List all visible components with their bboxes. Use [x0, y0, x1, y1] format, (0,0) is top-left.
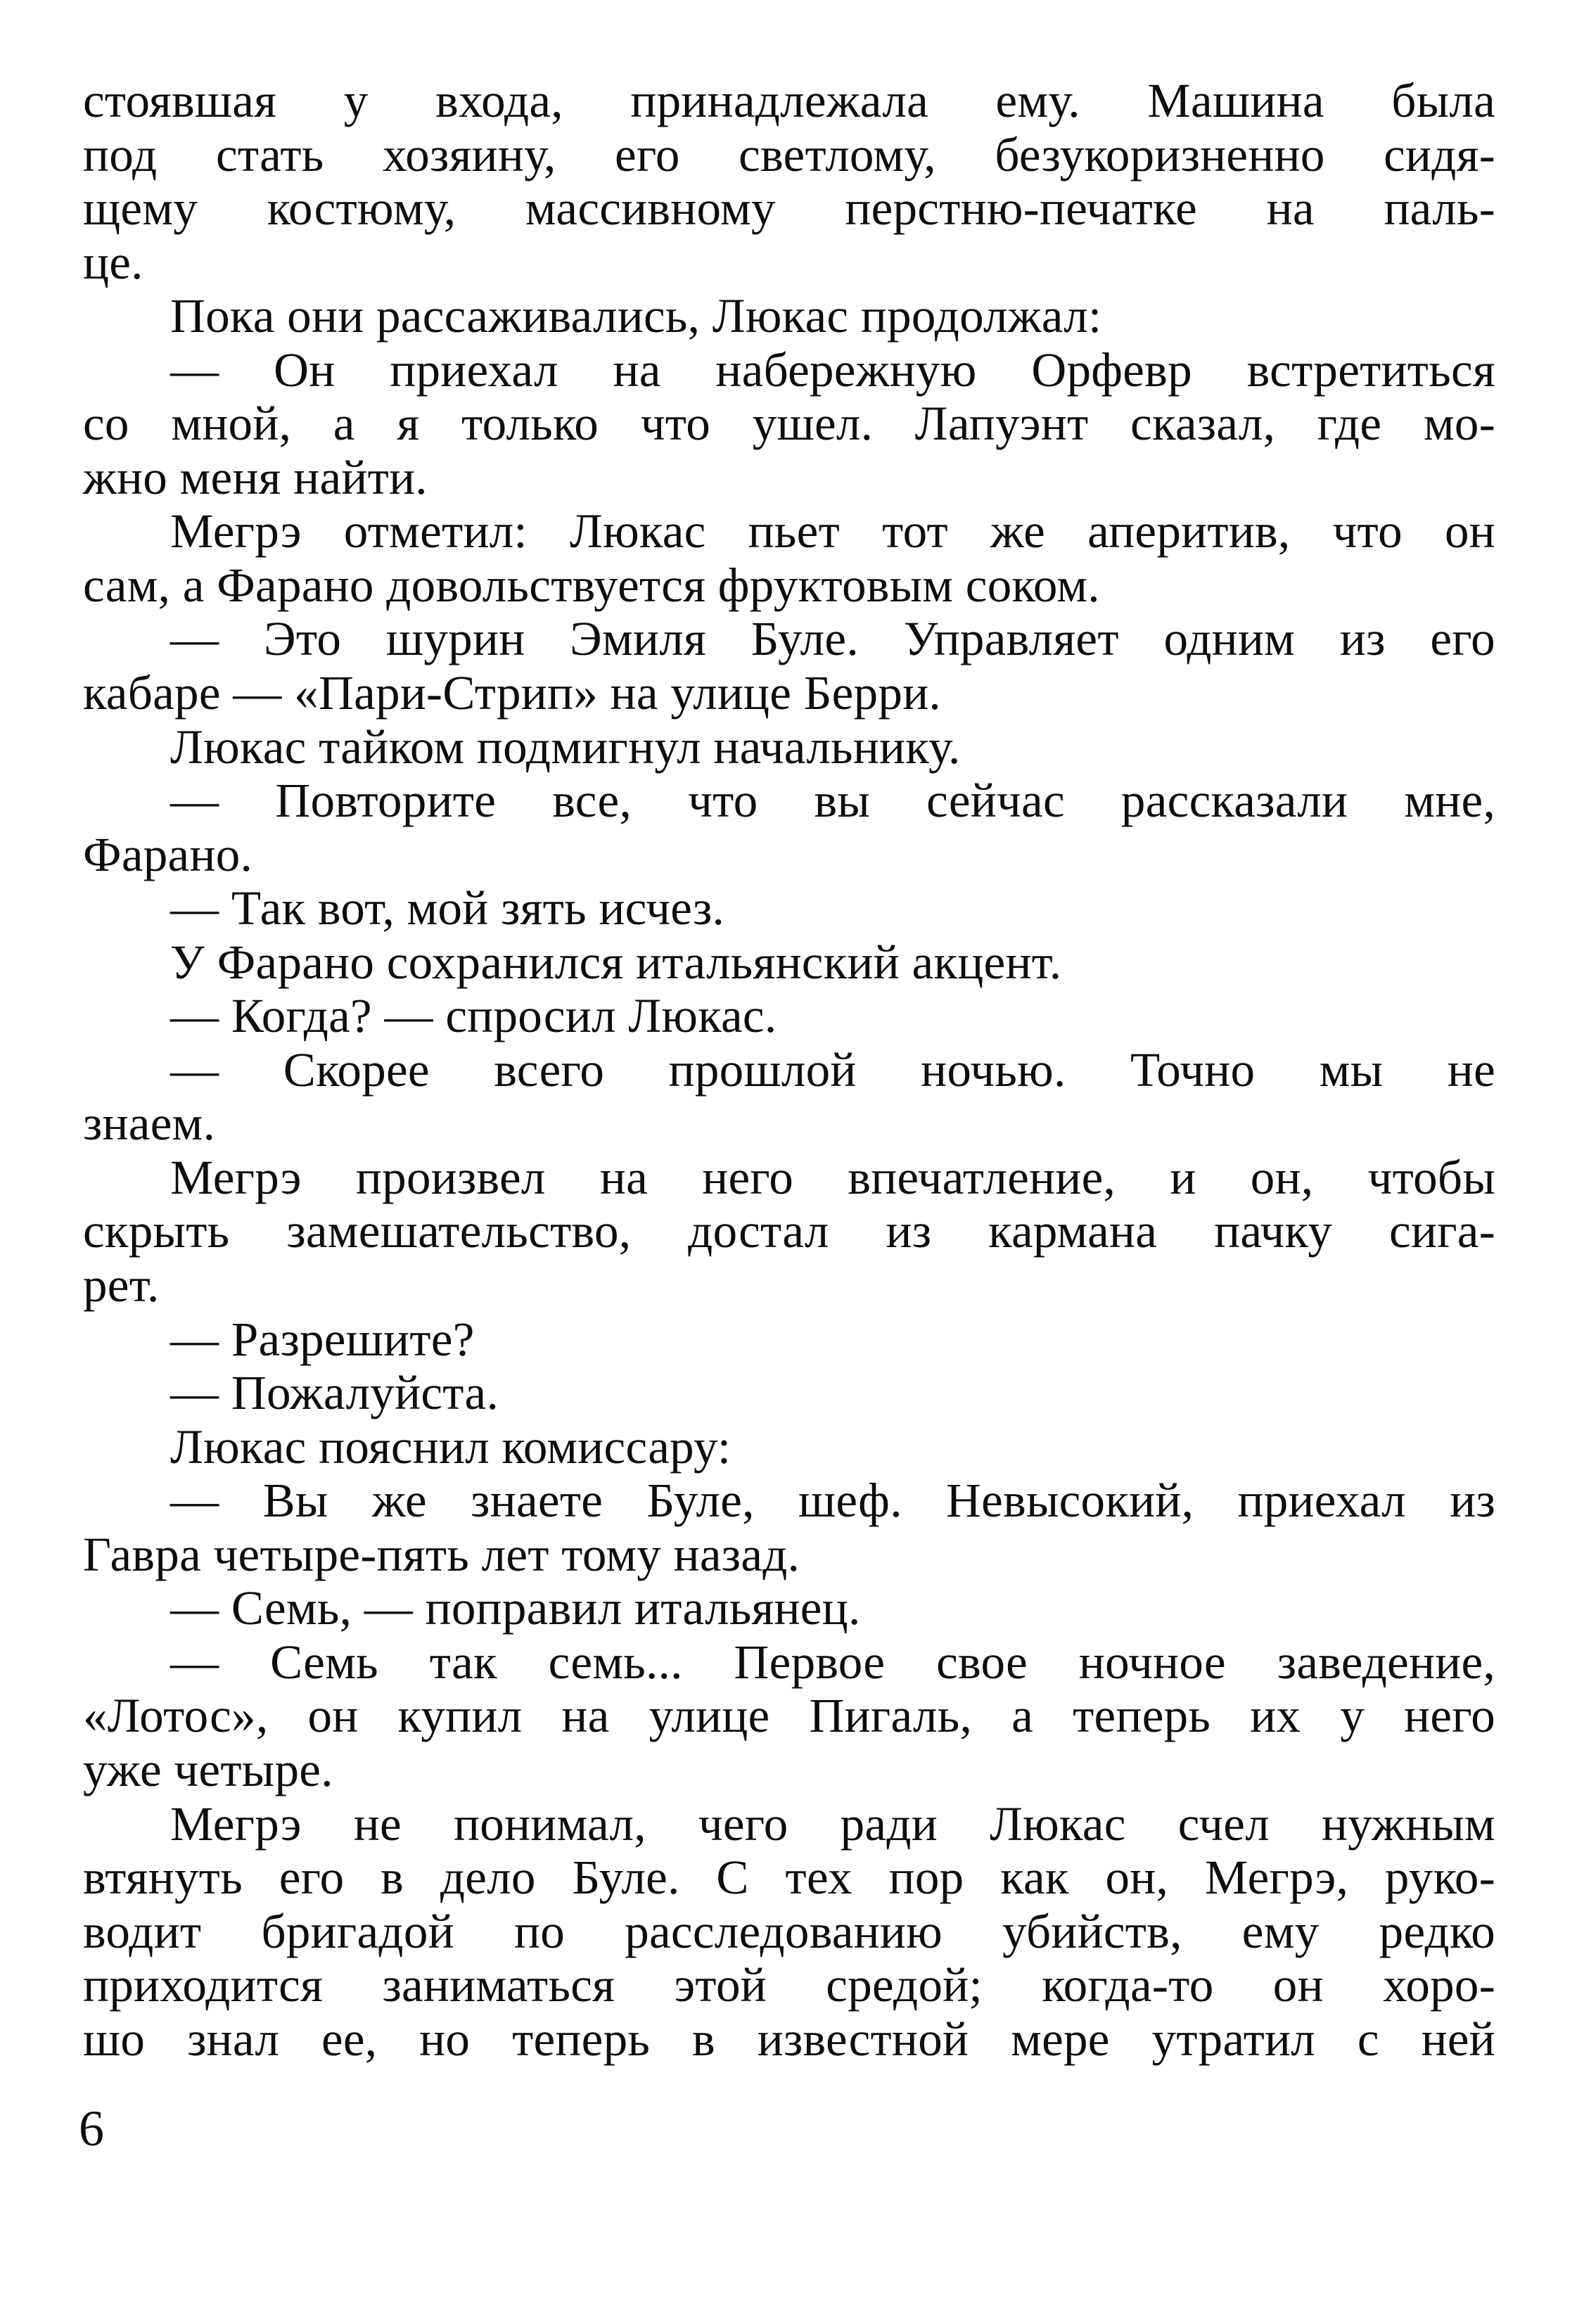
text-line: сам, а Фарано довольствуется фруктовым соком. — [83, 558, 1100, 612]
text-line: Мегрэ отметил: Люкас пьет тот же аперитив, что он — [170, 504, 1495, 558]
text-line: кабаре — «Пари-Стрип» на улице Берри. — [83, 666, 941, 720]
text-line: скрыть замешательство, достал из кармана пачку сига- — [83, 1204, 1495, 1258]
text-line: це. — [83, 235, 143, 289]
text-line: Пока они рассаживались, Люкас продолжал: — [170, 289, 1102, 343]
text-line: «Лотос», он купил на улице Пигаль, а теперь их у него — [83, 1689, 1495, 1743]
text-line: Люкас пояснил комиссару: — [170, 1419, 732, 1474]
text-line: — Разрешите? — [170, 1312, 475, 1366]
text-line: стоявшая у входа, принадлежала ему. Машина была — [83, 74, 1495, 127]
text-line: Фарано. — [83, 827, 253, 881]
text-line: приходится заниматься этой средой; когда-то он хоро- — [83, 1958, 1495, 2012]
text-line: — Когда? — спросил Люкас. — [170, 989, 777, 1043]
text-line: знаем. — [83, 1097, 216, 1151]
text-line: — Пожалуйста. — [170, 1366, 499, 1420]
text-line: — Вы же знаете Буле, шеф. Невысокий, приехал из — [170, 1474, 1495, 1528]
text-line: уже четыре. — [83, 1742, 333, 1796]
page-number: 6 — [79, 2100, 104, 2157]
text-line: жно меня найти. — [83, 450, 428, 504]
text-line: — Повторите все, что вы сейчас рассказали мне, — [170, 774, 1495, 828]
text-line: — Семь так семь... Первое свое ночное заведение, — [170, 1635, 1495, 1689]
text-line: — Это шурин Эмиля Буле. Управляет одним из его — [170, 612, 1495, 666]
text-line: Люкас тайком подмигнул начальнику. — [170, 720, 961, 774]
text-line: шо знал ее, но теперь в известной мере утратил с ней — [83, 2012, 1495, 2066]
text-line: — Так вот, мой зять исчез. — [170, 881, 725, 936]
text-line: У Фарано сохранился итальянский акцент. — [170, 935, 1062, 989]
text-line: — Семь, — поправил итальянец. — [170, 1581, 861, 1635]
text-line: щему костюму, массивному перстню-печатке на паль- — [83, 181, 1495, 236]
text-line: со мной, а я только что ушел. Лапуэнт сказал, где мо- — [83, 397, 1495, 451]
text-line: Гавра четыре-пять лет тому назад. — [83, 1527, 800, 1581]
text-line: водит бригадой по расследованию убийств, ему редко — [83, 1904, 1495, 1958]
text-line: рет. — [83, 1258, 160, 1313]
text-line: под стать хозяину, его светлому, безукоризненно сидя- — [83, 127, 1495, 181]
text-line: втянуть его в дело Буле. С тех пор как он, Мегрэ, руко- — [83, 1851, 1495, 1905]
text-line: — Скорее всего прошлой ночью. Точно мы не — [170, 1042, 1495, 1097]
text-line: — Он приехал на набережную Орфевр встретиться — [170, 343, 1495, 397]
text-line: Мегрэ не понимал, чего ради Люкас счел нужным — [170, 1796, 1495, 1851]
text-line: Мегрэ произвел на него впечатление, и он, чтобы — [170, 1150, 1495, 1204]
page-body-text — [83, 74, 1495, 2066]
